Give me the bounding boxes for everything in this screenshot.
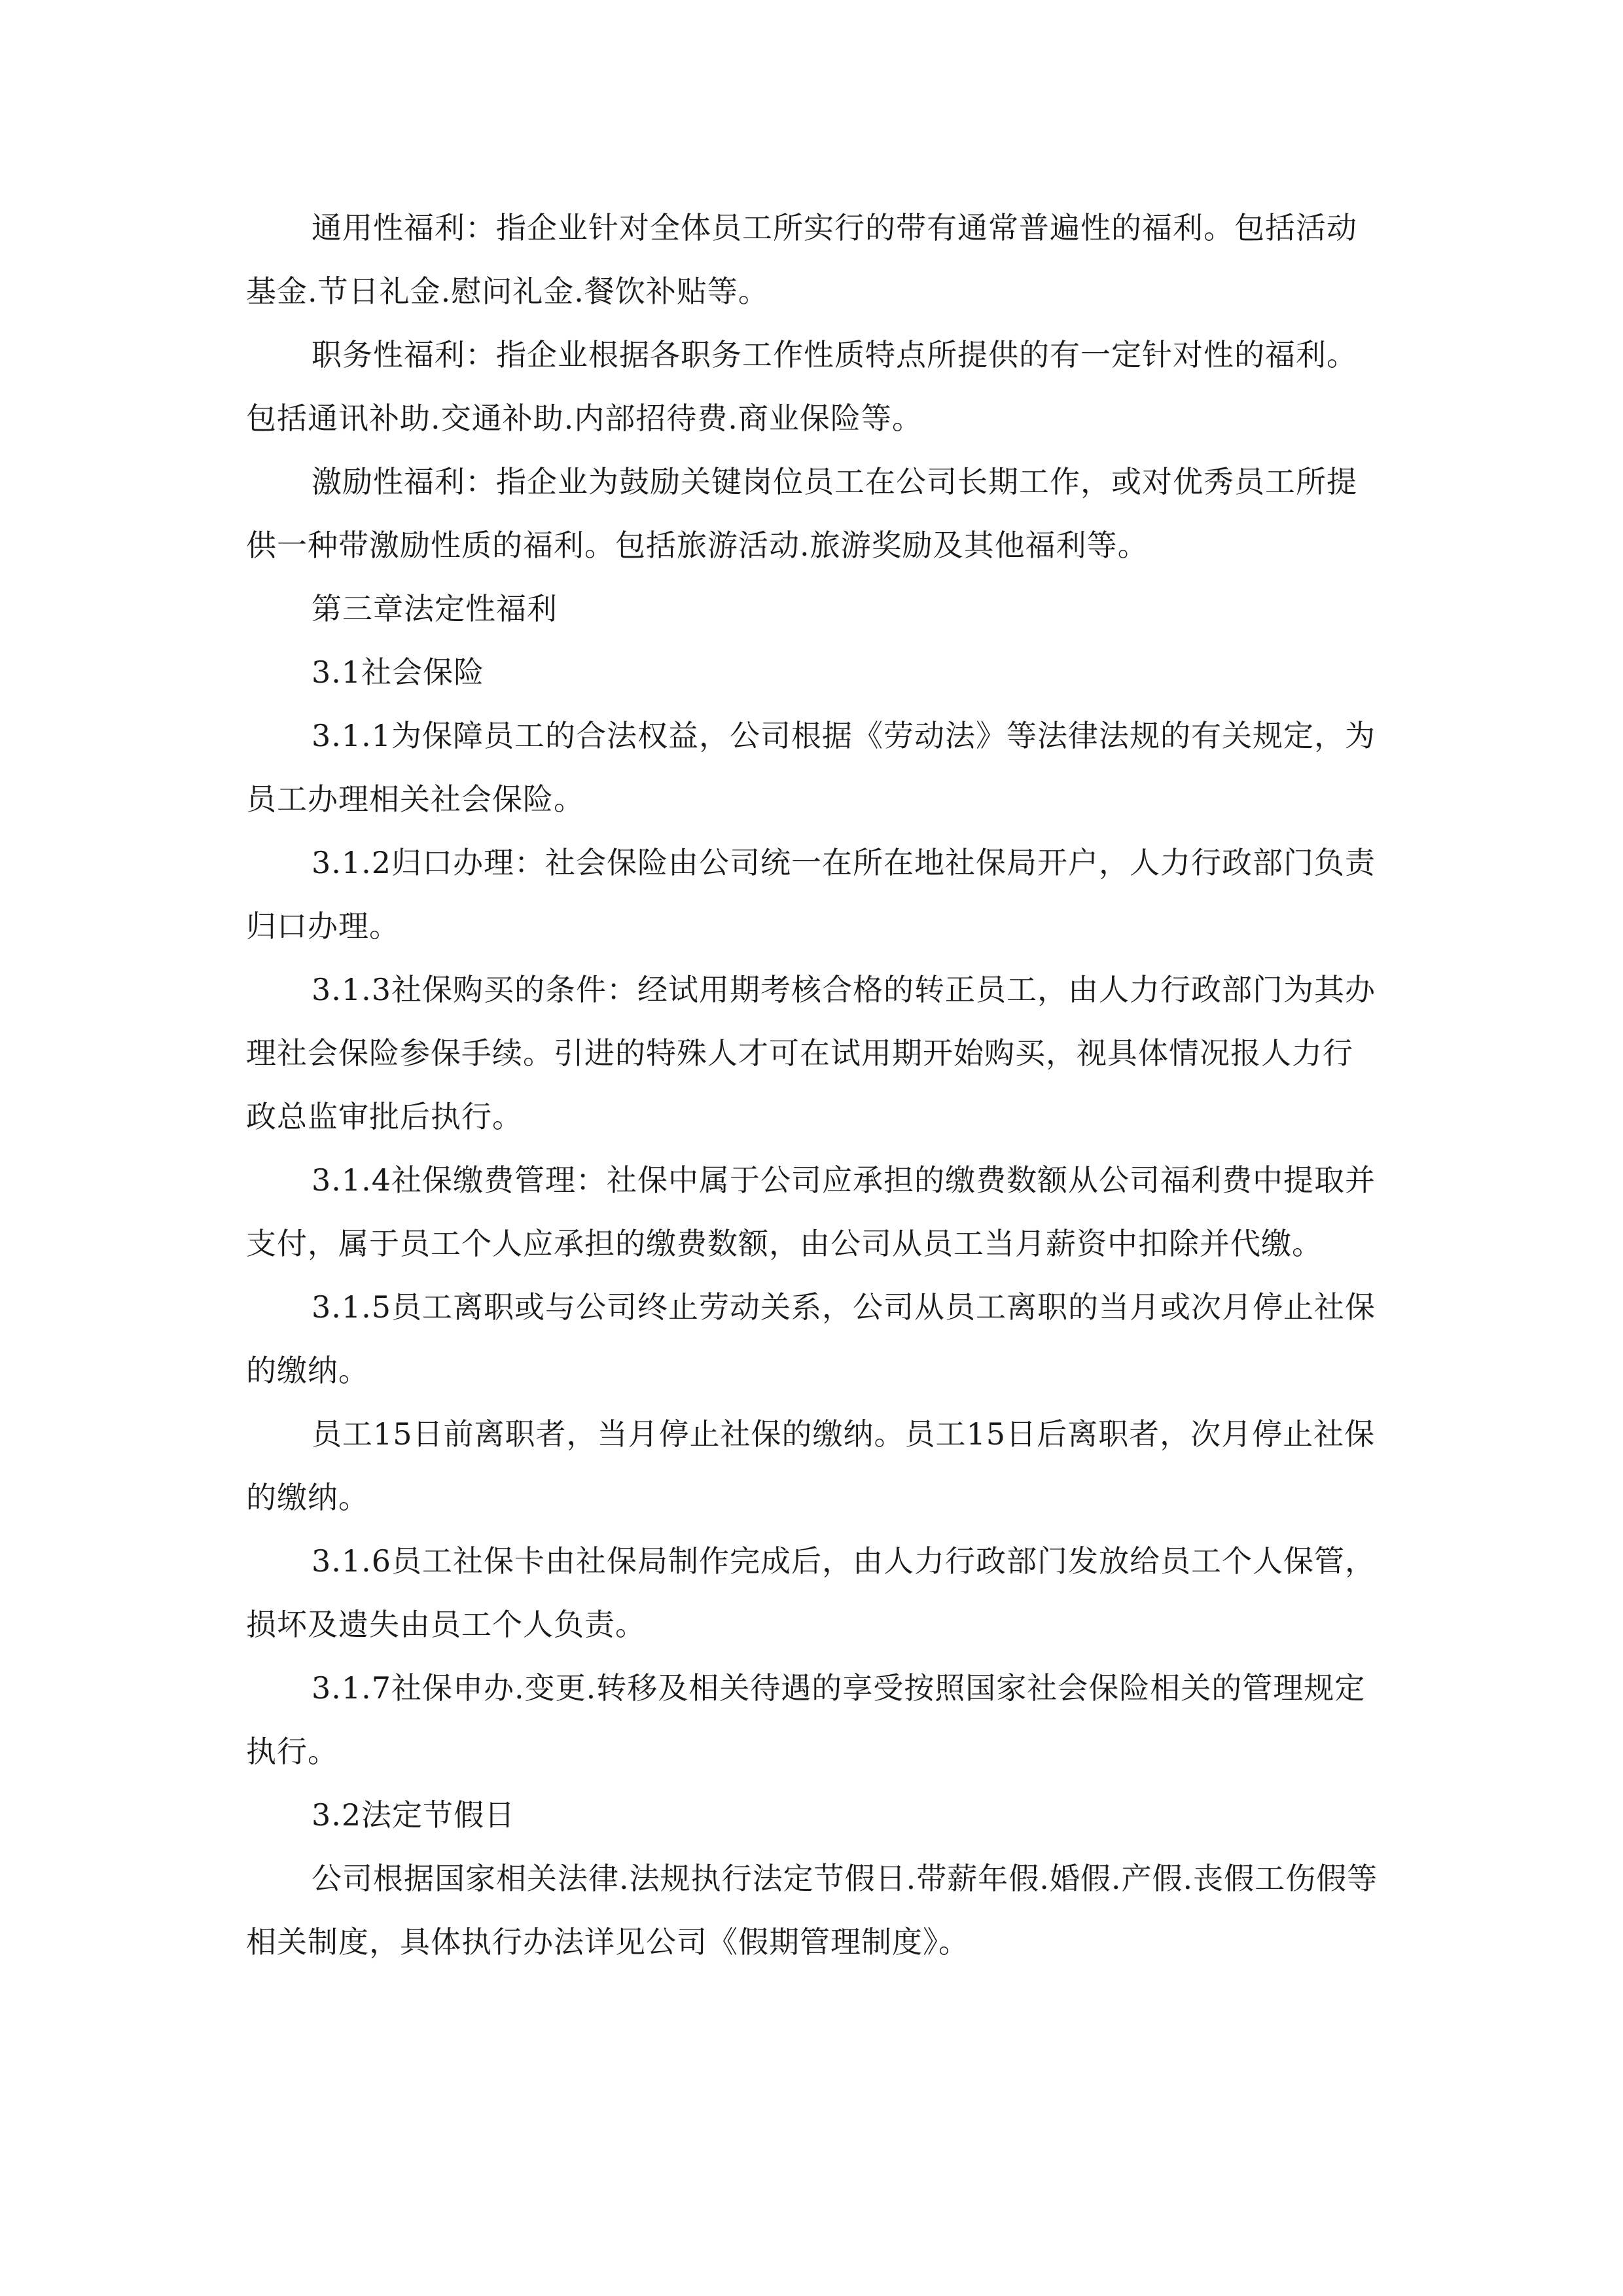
paragraph-3-1-3: 3.1.3社保购买的条件：经试用期考核合格的转正员工，由人力行政部门为其办理社会保险参保手续。引进的特殊人才可在试用期开始购买，视具体情况报人力行政总监审批后执行。 [246,972,1376,1134]
paragraph-3-1-5-detail: 员工15日前离职者，当月停止社保的缴纳。员工15日后离职者，次月停止社保的缴纳。 [246,1416,1376,1515]
paragraph-3-1-2: 3.1.2归口办理：社会保险由公司统一在所在地社保局开户，人力行政部门负责归口办理。 [246,845,1376,944]
paragraph-3-1-1: 3.1.1为保障员工的合法权益，公司根据《劳动法》等法律法规的有关规定，为员工办理相关社会保险。 [246,718,1376,817]
paragraph-3-1-6: 3.1.6员工社保卡由社保局制作完成后，由人力行政部门发放给员工个人保管，损坏及遗失由员工个人负责。 [246,1543,1376,1642]
paragraph-incentive-welfare: 激励性福利：指企业为鼓励关键岗位员工在公司长期工作，或对优秀员工所提供一种带激励性质的福利。包括旅游活动.旅游奖励及其他福利等。 [246,464,1357,563]
chapter-heading: 第三章法定性福利 [312,591,558,626]
paragraph-3-1-7: 3.1.7社保申办.变更.转移及相关待遇的享受按照国家社会保险相关的管理规定执行。 [246,1670,1366,1769]
document-body [246,196,1378,1974]
paragraph-position-welfare: 职务性福利：指企业根据各职务工作性质特点所提供的有一定针对性的福利。包括通讯补助.交通补助.内部招待费.商业保险等。 [246,337,1357,436]
paragraph-3-1-5: 3.1.5员工离职或与公司终止劳动关系，公司从员工离职的当月或次月停止社保的缴纳。 [246,1289,1376,1388]
paragraph-general-welfare: 通用性福利：指企业针对全体员工所实行的带有通常普遍性的福利。包括活动基金.节日礼金.慰问礼金.餐饮补贴等。 [246,210,1357,309]
section-heading-social-insurance: 3.1社会保险 [312,655,485,690]
paragraph-3-1-4: 3.1.4社保缴费管理：社保中属于公司应承担的缴费数额从公司福利费中提取并支付，属于员工个人应承担的缴费数额，由公司从员工当月薪资中扣除并代缴。 [246,1162,1376,1261]
section-heading-holidays: 3.2法定节假日 [312,1797,516,1833]
paragraph-holidays: 公司根据国家相关法律.法规执行法定节假日.带薪年假.婚假.产假.丧假工伤假等相关制度，具体执行办法详见公司《假期管理制度》。 [246,1861,1378,1960]
